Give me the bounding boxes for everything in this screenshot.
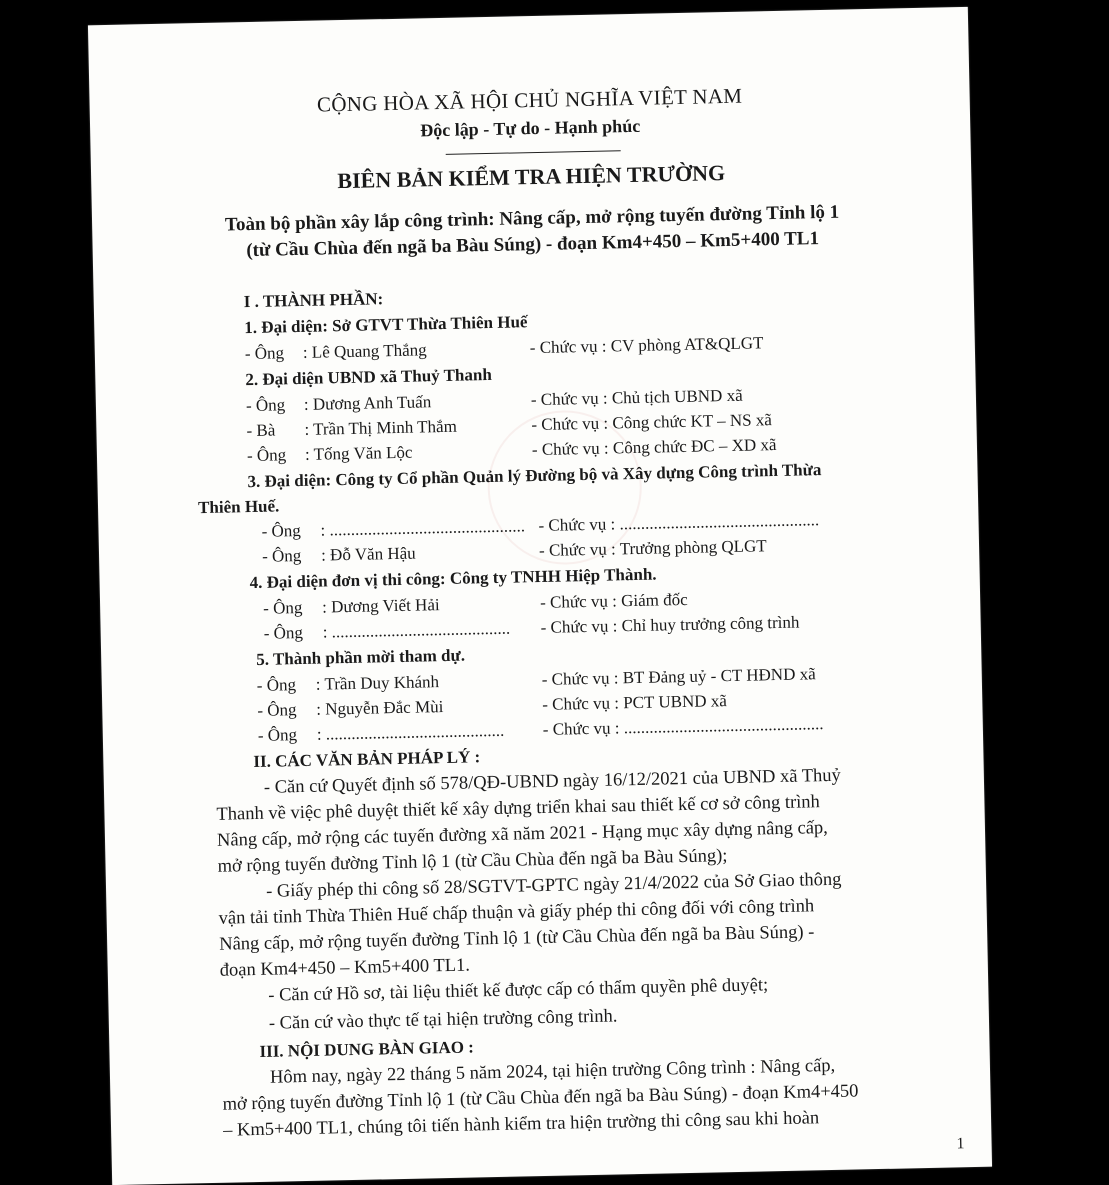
member-role: - Chức vụ : Công chức ĐC – XD xã xyxy=(531,435,777,460)
group-4-heading: 4. Đại diện đơn vị thi công: Công ty TNHH Hiệp Thành. xyxy=(249,564,657,593)
member-prefix: - Ông xyxy=(257,725,298,745)
member-prefix: - Ông xyxy=(256,675,297,695)
group-1-heading: 1. Đại diện: Sở GTVT Thừa Thiên Huế xyxy=(244,312,528,338)
member-prefix: - Ông xyxy=(246,445,287,466)
legal-basis-line: - Giấy phép thi công số 28/SGTVT-GPTC ngày 21/4/2022 của Sở Giao thông xyxy=(265,869,842,902)
member-role: - Chức vụ : BT Đảng uỷ - CT HĐND xã xyxy=(541,664,816,689)
member-prefix: - Ông xyxy=(263,622,304,643)
group-5-heading: 5. Thành phần mời tham dự. xyxy=(256,645,466,669)
content-line: mở rộng tuyến đường Tỉnh lộ 1 (từ Cầu Chùa đến ngã ba Bàu Súng) - đoạn Km4+450 xyxy=(222,1081,859,1115)
content-line: – Km5+400 TL1, chúng tôi tiến hành kiểm tra hiện trường thi công sau khi hoàn xyxy=(222,1108,820,1141)
group-3-heading: 3. Đại diện: Công ty Cổ phần Quản lý Đường bộ và Xây dựng Công trình Thừa xyxy=(247,460,822,492)
legal-basis-line: - Căn cứ Hồ sơ, tài liệu thiết kế được cấp có thẩm quyền phê duyệt; xyxy=(268,975,769,1006)
legal-basis-line: mở rộng tuyến đường Tỉnh lộ 1 (từ Cầu Chùa đến ngã ba Bàu Súng); xyxy=(217,846,728,877)
member-name: : Nguyễn Đắc Mùi xyxy=(316,697,444,719)
legal-basis-line: - Căn cứ vào thực tế tại hiện trường công trình. xyxy=(268,1006,618,1034)
member-prefix: - Ông xyxy=(244,343,285,364)
member-name: : .......................................... xyxy=(322,618,511,642)
member-prefix: - Ông xyxy=(261,545,302,566)
legal-basis-line: đoạn Km4+450 – Km5+400 TL1. xyxy=(219,955,471,981)
legal-basis-line: - Căn cứ Quyết định số 578/QĐ-UBND ngày 16/12/2021 của UBND xã Thuỷ xyxy=(263,765,841,798)
project-line-2: (từ Cầu Chùa đến ngã ba Bàu Súng) - đoạn Km4+450 – Km5+400 TL1 xyxy=(246,228,820,262)
member-name: : Trần Thị Minh Thắm xyxy=(304,416,458,439)
member-prefix: - Ông xyxy=(245,395,286,416)
member-role: - Chức vụ : PCT UBND xã xyxy=(542,691,728,714)
member-role: - Chức vụ : ............................................... xyxy=(538,510,820,536)
project-line-1: Toàn bộ phần xây lắp công trình: Nâng cấp, mở rộng tuyến đường Tỉnh lộ 1 xyxy=(224,201,840,236)
legal-basis-line: vận tải tỉnh Thừa Thiên Huế chấp thuận và giấy phép thi công đối với công trình xyxy=(218,896,815,929)
content-line: Hôm nay, ngày 22 tháng 5 năm 2024, tại hiện trường Công trình : Nâng cấp, xyxy=(269,1055,836,1088)
document-title: BIÊN BẢN KIỂM TRA HIỆN TRƯỜNG xyxy=(337,160,726,194)
member-role: - Chức vụ : Trưởng phòng QLGT xyxy=(538,536,767,561)
member-name: : Dương Anh Tuấn xyxy=(303,392,432,414)
national-title: CỘNG HÒA XÃ HỘI CHỦ NGHĨA VIỆT NAM xyxy=(316,83,743,117)
member-name: : Đỗ Văn Hậu xyxy=(320,543,416,565)
group-3-heading-cont: Thiên Huế. xyxy=(197,496,280,518)
member-role: - Chức vụ : Chỉ huy trưởng công trình xyxy=(540,612,800,637)
legal-basis-line: Nâng cấp, mở rộng các tuyến đường xã năm 2021 - Hạng mục xây dựng nâng cấp, xyxy=(216,818,829,851)
member-role: - Chức vụ : Giám đốc xyxy=(539,589,688,612)
member-name: : .......................................... xyxy=(316,720,505,744)
member-prefix: - Bà xyxy=(246,420,276,441)
legal-basis-line: Thanh về việc phê duyệt thiết kế xây dựng triển khai sau thiết kế cơ sở công trình xyxy=(216,792,821,825)
member-role: - Chức vụ : CV phòng AT&QLGT xyxy=(529,333,764,358)
header-divider xyxy=(446,150,621,155)
member-role: - Chức vụ : Chủ tịch UBND xã xyxy=(530,385,743,410)
member-name: : Trần Duy Khánh xyxy=(315,672,440,694)
member-role: - Chức vụ : Công chức KT – NS xã xyxy=(531,410,773,435)
document-page xyxy=(88,7,992,1185)
member-prefix: - Ông xyxy=(261,520,301,541)
legal-basis-line: Nâng cấp, mở rộng tuyến đường Tỉnh lộ 1 (từ Cầu Chùa đến ngã ba Bàu Súng) - xyxy=(219,922,815,955)
member-name: : Tống Văn Lộc xyxy=(304,442,413,464)
member-name: : Lê Quang Thắng xyxy=(302,340,427,362)
member-name: : .............................................. xyxy=(320,516,526,540)
group-2-heading: 2. Đại diện UBND xã Thuỷ Thanh xyxy=(245,364,492,390)
section-2-heading: II. CÁC VĂN BẢN PHÁP LÝ : xyxy=(253,747,481,772)
member-name: : Dương Viết Hải xyxy=(321,595,440,617)
section-3-heading: III. NỘI DUNG BÀN GIAO : xyxy=(259,1037,475,1061)
member-prefix: - Ông xyxy=(257,700,297,720)
section-1-heading: I . THÀNH PHẦN: xyxy=(243,289,384,312)
page-number: 1 xyxy=(956,1135,965,1153)
member-role: - Chức vụ : ............................................... xyxy=(542,714,824,739)
national-motto: Độc lập - Tự do - Hạnh phúc xyxy=(419,115,641,141)
member-prefix: - Ông xyxy=(262,597,303,618)
